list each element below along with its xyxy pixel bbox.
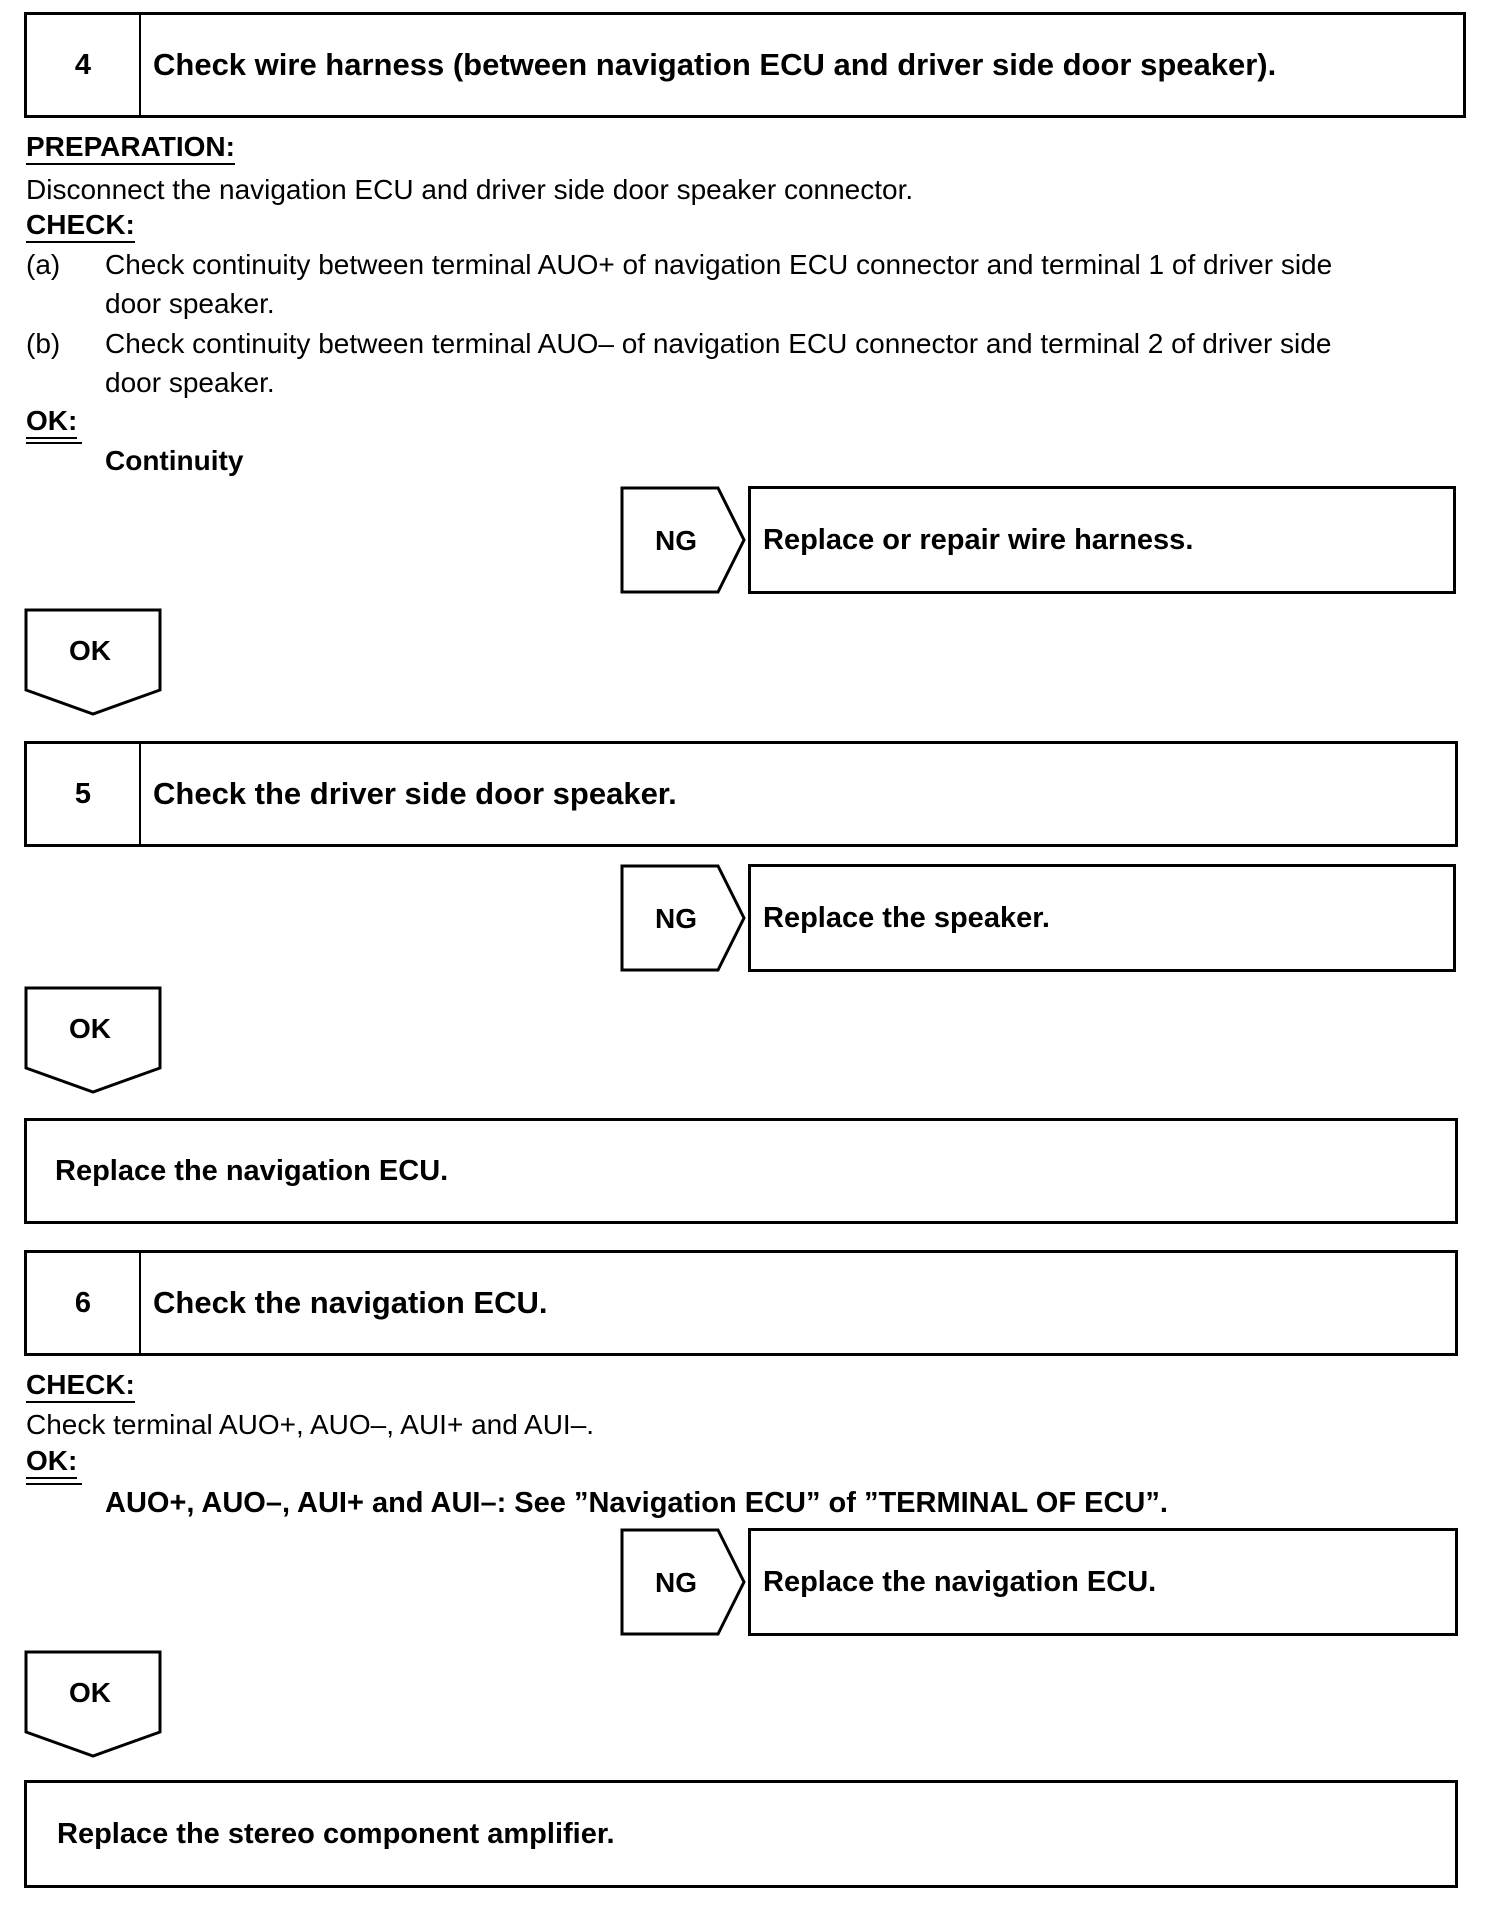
step-6-check-heading: CHECK: (26, 1370, 135, 1403)
step-6-ok-arrow (24, 1650, 162, 1758)
step-4-check-heading: CHECK: (26, 210, 135, 243)
check-item-a-line1: Check continuity between terminal AUO+ of navigation ECU connector and terminal 1 of driver side (105, 249, 1333, 280)
ok-underline-6 (26, 1483, 82, 1485)
step-6-ng-action: Replace the navigation ECU. (748, 1528, 1458, 1636)
step-4-ok-text: Continuity (105, 445, 244, 476)
step-6-header (24, 1250, 1458, 1356)
step-6-ok-text: AUO+, AUO–, AUI+ and AUI–: See ”Navigation ECU” of ”TERMINAL OF ECU”. (105, 1487, 1168, 1519)
step-6-number: 6 (27, 1253, 141, 1353)
step-5-ok-arrow (24, 986, 162, 1094)
check-item-a-label: (a) (26, 249, 61, 280)
step-5-title: Check the driver side door speaker. (153, 776, 677, 811)
step-6-result: Replace the stereo component amplifier. (24, 1780, 1458, 1888)
step-6-check-text: Check terminal AUO+, AUO–, AUI+ and AUI–. (26, 1409, 595, 1440)
step-4-ok-label: OK (69, 635, 111, 666)
step-6-ng-label: NG (655, 1567, 697, 1598)
step-4-ng-arrow (620, 486, 746, 594)
step-5-number: 5 (27, 744, 141, 844)
step-4-number: 4 (27, 15, 141, 115)
step-5-result: Replace the navigation ECU. (24, 1118, 1458, 1224)
step-5-ng-label: NG (655, 903, 697, 934)
check-item-b-label: (b) (26, 328, 61, 359)
step-6-ok-heading: OK: (26, 1446, 77, 1479)
step-6-ok-label: OK (69, 1677, 111, 1708)
step-4-ok-arrow (24, 608, 162, 716)
step-4-header (24, 12, 1466, 118)
preparation-heading: PREPARATION: (26, 132, 235, 165)
step-5-ng-arrow (620, 864, 746, 972)
step-4-ng-label: NG (655, 525, 697, 556)
preparation-text: Disconnect the navigation ECU and driver side door speaker connector. (26, 174, 914, 205)
step-6-ng-arrow (620, 1528, 746, 1636)
step-4-ok-heading: OK: (26, 406, 77, 439)
ok-underline-4 (26, 442, 82, 444)
step-4-ng-action: Replace or repair wire harness. (748, 486, 1456, 594)
step-4-title: Check wire harness (between navigation ECU and driver side door speaker). (153, 47, 1277, 82)
step-6-title: Check the navigation ECU. (153, 1285, 548, 1320)
step-5-header (24, 741, 1458, 847)
check-item-a-line2: door speaker. (105, 288, 275, 319)
check-item-b-line1: Check continuity between terminal AUO– of navigation ECU connector and terminal 2 of driver side (105, 328, 1332, 359)
check-item-b-line2: door speaker. (105, 367, 275, 398)
step-5-ng-action: Replace the speaker. (748, 864, 1456, 972)
step-5-ok-label: OK (69, 1013, 111, 1044)
